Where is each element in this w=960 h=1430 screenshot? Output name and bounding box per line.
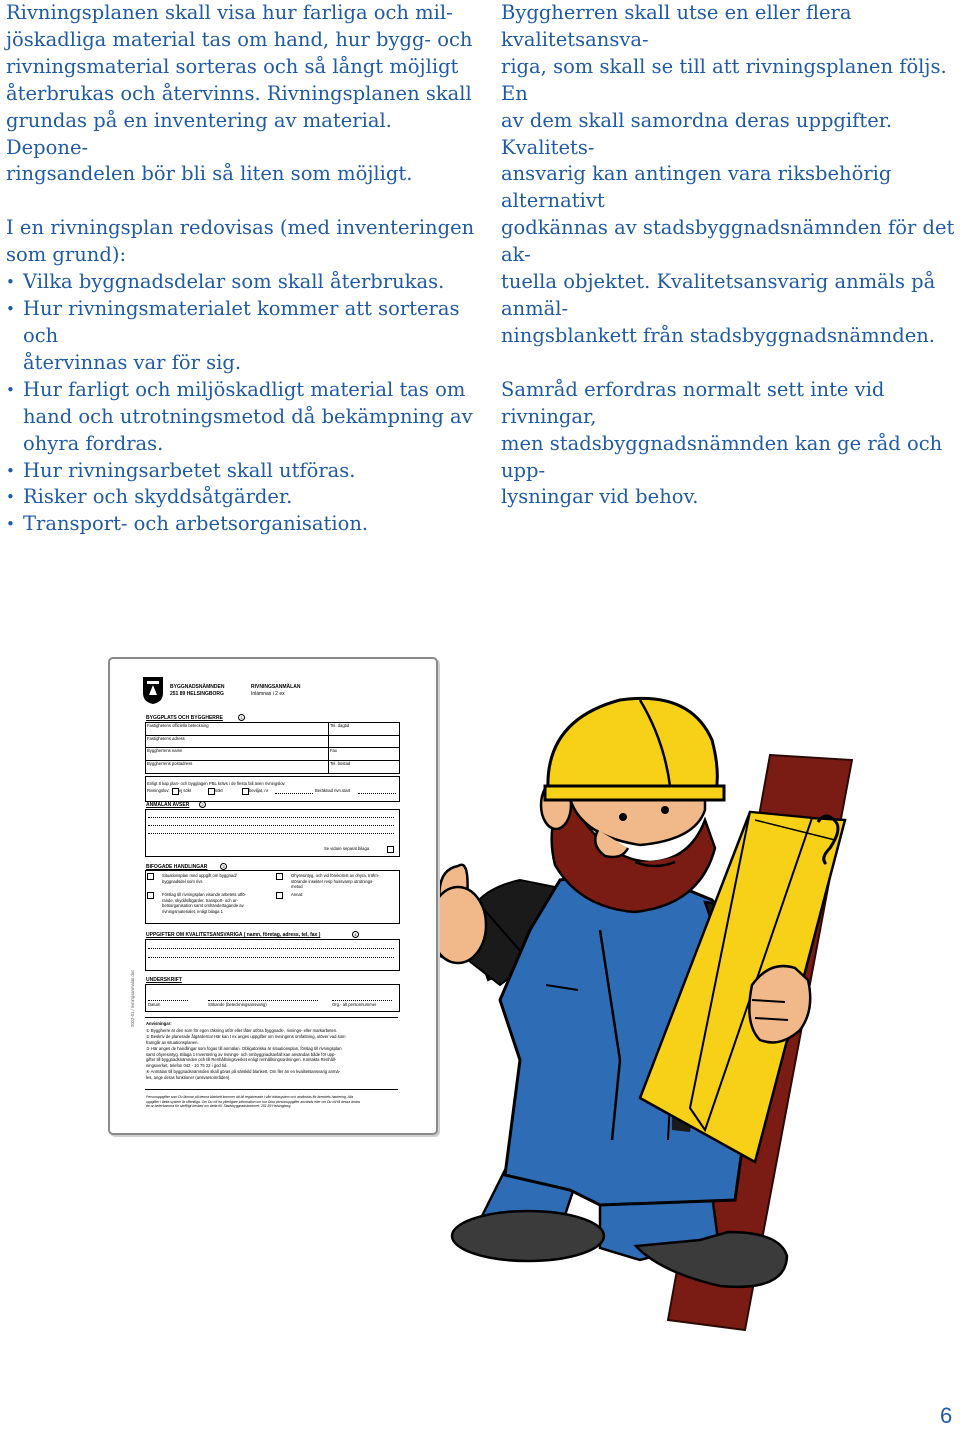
instruction-4: ④ Anmälan till byggnadsnämnden skall göras på särskild blankett. Om fler än en kvalitetsansvarig anmä- les, ange deras funktioner (ansvarsområden).: [146, 1069, 341, 1080]
planned-start-label: Beräknad rivn.start: [315, 788, 351, 793]
hard-hat-icon: [545, 698, 724, 800]
section-3-title: BIFOGADE HANDLINGAR: [146, 864, 208, 870]
field-owner-postal-address[interactable]: Byggherrens postadress: [147, 761, 193, 766]
form-code: 2002-01 / rivningsanmalan.doc: [130, 969, 135, 1027]
list-item: • Hur rivningsarbetet skall utföras.: [6, 458, 476, 485]
city-crest-icon: [142, 675, 164, 705]
intro-paragraph: Rivningsplanen skall visa hur farliga och mil- jöskadliga material tas om hand, hur bygg- och rivningsmaterial sorteras och så långt möjligt återbrukas och återvinns. Rivningsplanen skall grundas på en inventering av material. Depone- ringsandelen bör bli så liten som möjligt.: [6, 1, 473, 186]
section-3-number: 3: [220, 863, 227, 870]
form-title: RIVNINGSANMÄLAN: [251, 684, 301, 690]
quality-responsible-box[interactable]: [145, 939, 400, 971]
consultation-paragraph: Samråd erfordras normalt sett inte vid rivningar, men stadsbyggnadsnämnden kan ge råd och upp- lysningar vid behov.: [501, 377, 943, 509]
instructions-title: Anvisningar:: [146, 1021, 172, 1026]
field-phone-day[interactable]: Tel. dagtid: [330, 723, 350, 728]
checkbox-granted[interactable]: [242, 788, 249, 795]
attachment-other: Annat:: [291, 892, 304, 897]
option-applied-label: sökt: [215, 788, 223, 793]
page-number: 6: [940, 1403, 953, 1428]
field-owner-name[interactable]: Byggherrens namn: [147, 748, 183, 753]
checkbox-vermin-certificate[interactable]: [276, 873, 283, 880]
list-item: • Vilka byggnadsdelar som skall återbrukas.: [6, 269, 476, 296]
attachment-vermin-certificate: Ohyresintyg, och vid förekomst av ohyra, träfrn- störande insekter resp hussvamp utrotnings- metod: [291, 873, 380, 889]
section-4-title: UPPGIFTER OM KVALITETSANSVARIGA ( namn, företag, adress, tel, fax ): [146, 932, 321, 938]
instruction-1: ① Byggherre är den som för egen räkning utför eller låter utföra byggnads-, rivnings- eller markarbeten.: [146, 1028, 338, 1033]
signature-applicant-label[interactable]: Sökande (beteckningsansvarig): [208, 1002, 267, 1007]
checkbox-other[interactable]: [276, 892, 283, 899]
checkbox-demolition-plan[interactable]: [147, 892, 154, 899]
section-4-number: 4: [352, 931, 359, 938]
field-property-designation[interactable]: Fastighetens officiella beteckning: [147, 723, 209, 728]
authority-name: BYGGNADSNÄMNDEN: [170, 684, 225, 690]
signature-date-label[interactable]: Datum: [148, 1002, 161, 1007]
signature-title: UNDERSKRIFT: [146, 977, 182, 983]
see-appendix-label: Se vidare separat bilaga: [324, 846, 370, 851]
attachment-demolition-plan: Förslag till rivningsplan visande arbetets utfö- rande, skyddsåtgärder, transport- och ar- betsorganisation samt omhändertagande av rivningsmaterialet, enligt bilaga 1: [162, 892, 247, 914]
form-subtitle: Inlämnas i 2 ex: [251, 691, 285, 697]
privacy-note: Personuppgifter som Du lämnar på denna blankett kommer att bli registrerade i vårt datasystem och användas för ärendets hantering. Alla uppgifter i detta system är offentliga. Om Du vill ha ytterligare information om hur Dina personuppgifter används eller om Du vill få dessa ändra de ar beteckamma för skriftligt besked om detta till: Stadsbyggnadskontoret, 251 89 Helsingborg.: [146, 1095, 360, 1108]
section-2-title: ANMÄLAN AVSER: [146, 802, 190, 808]
option-granted-label: beviljat, nr: [249, 788, 269, 793]
list-intro: I en rivningsplan redovisas (med inventeringen som grund):: [6, 216, 475, 267]
attachment-site-plan: Situationsplan med uppgift om byggnad/ byggnadsdel som rivs: [162, 873, 237, 884]
field-property-address[interactable]: Fastighetens adress: [147, 736, 185, 741]
section-1-title: BYGGPLATS OCH BYGGHERRE: [146, 715, 223, 721]
checkbox-not-applied[interactable]: [172, 788, 179, 795]
checkbox-applied[interactable]: [208, 788, 215, 795]
option-not-applied-label: ej sökt: [179, 788, 192, 793]
instruction-2: ② Beskriv de planerade åtgärderna! Här kan t ex anges uppgifter om rivningens omfattning, utöver vad som framgår av situationsplanen.: [146, 1034, 346, 1045]
permit-label: Rivningslov:: [147, 788, 170, 793]
pbl-note: Enligt 8 kap plan- och bygglagen PBL krävs i de flesta fall även rivningslov.: [147, 781, 286, 786]
list-item: • Hur farligt och miljöskadligt material tas om hand och utrotningsmetod då bekämpning av ohyra fordras.: [6, 377, 476, 458]
signature-box: [145, 984, 400, 1012]
list-item: • Hur rivningsmaterialet kommer att sorteras och återvinnas var för sig.: [6, 296, 476, 377]
list-item: • Transport- och arbetsorganisation.: [6, 511, 476, 538]
list-item: • Risker och skyddsåtgärder.: [6, 484, 476, 511]
field-phone-home[interactable]: Tel. bostad: [330, 761, 351, 766]
quality-responsible-paragraph: Byggherren skall utse en eller flera kvalitetsansva- riga, som skall se till att rivningsplanen följs. En av dem skall samordna deras uppgifter. Kvalitets- ansvarig kan antingen vara riksbehörig alternativt godkännas av stadsbyggnadsnämnden för det ak- tuella objektet. Kvalitetsansvarig anmäls på anmäl- ningsblankett från stadsbyggnadsnämnden.: [501, 1, 955, 347]
signature-id-number-label[interactable]: Org.- alt personnummer: [332, 1002, 377, 1007]
checkbox-see-appendix[interactable]: [387, 846, 394, 853]
field-fax[interactable]: Fax: [330, 748, 337, 753]
demolition-notice-form: [108, 657, 438, 1135]
section-2-number: 2: [199, 801, 206, 808]
checkbox-site-plan[interactable]: [147, 873, 154, 880]
authority-address: 251 89 HELSINGBORG: [170, 691, 224, 697]
section-1-number: 1: [238, 714, 245, 721]
instruction-3: ③ Här anges de handlingar som fogas till anmälan. Obligatoriska är situationsplan, förslag till rivningsplan samt ohyresintyg. Bilaga 1 Inventering av rivnings- och ombyggnadsavfall kan användas både för upp- gifter till byggnadsnämnden och till Renhållningsverket enligt renhållningsordningen. Kontakta Renhåll- ningsverket, telefon 042 - 10 75 22 i god tid.: [146, 1046, 342, 1068]
